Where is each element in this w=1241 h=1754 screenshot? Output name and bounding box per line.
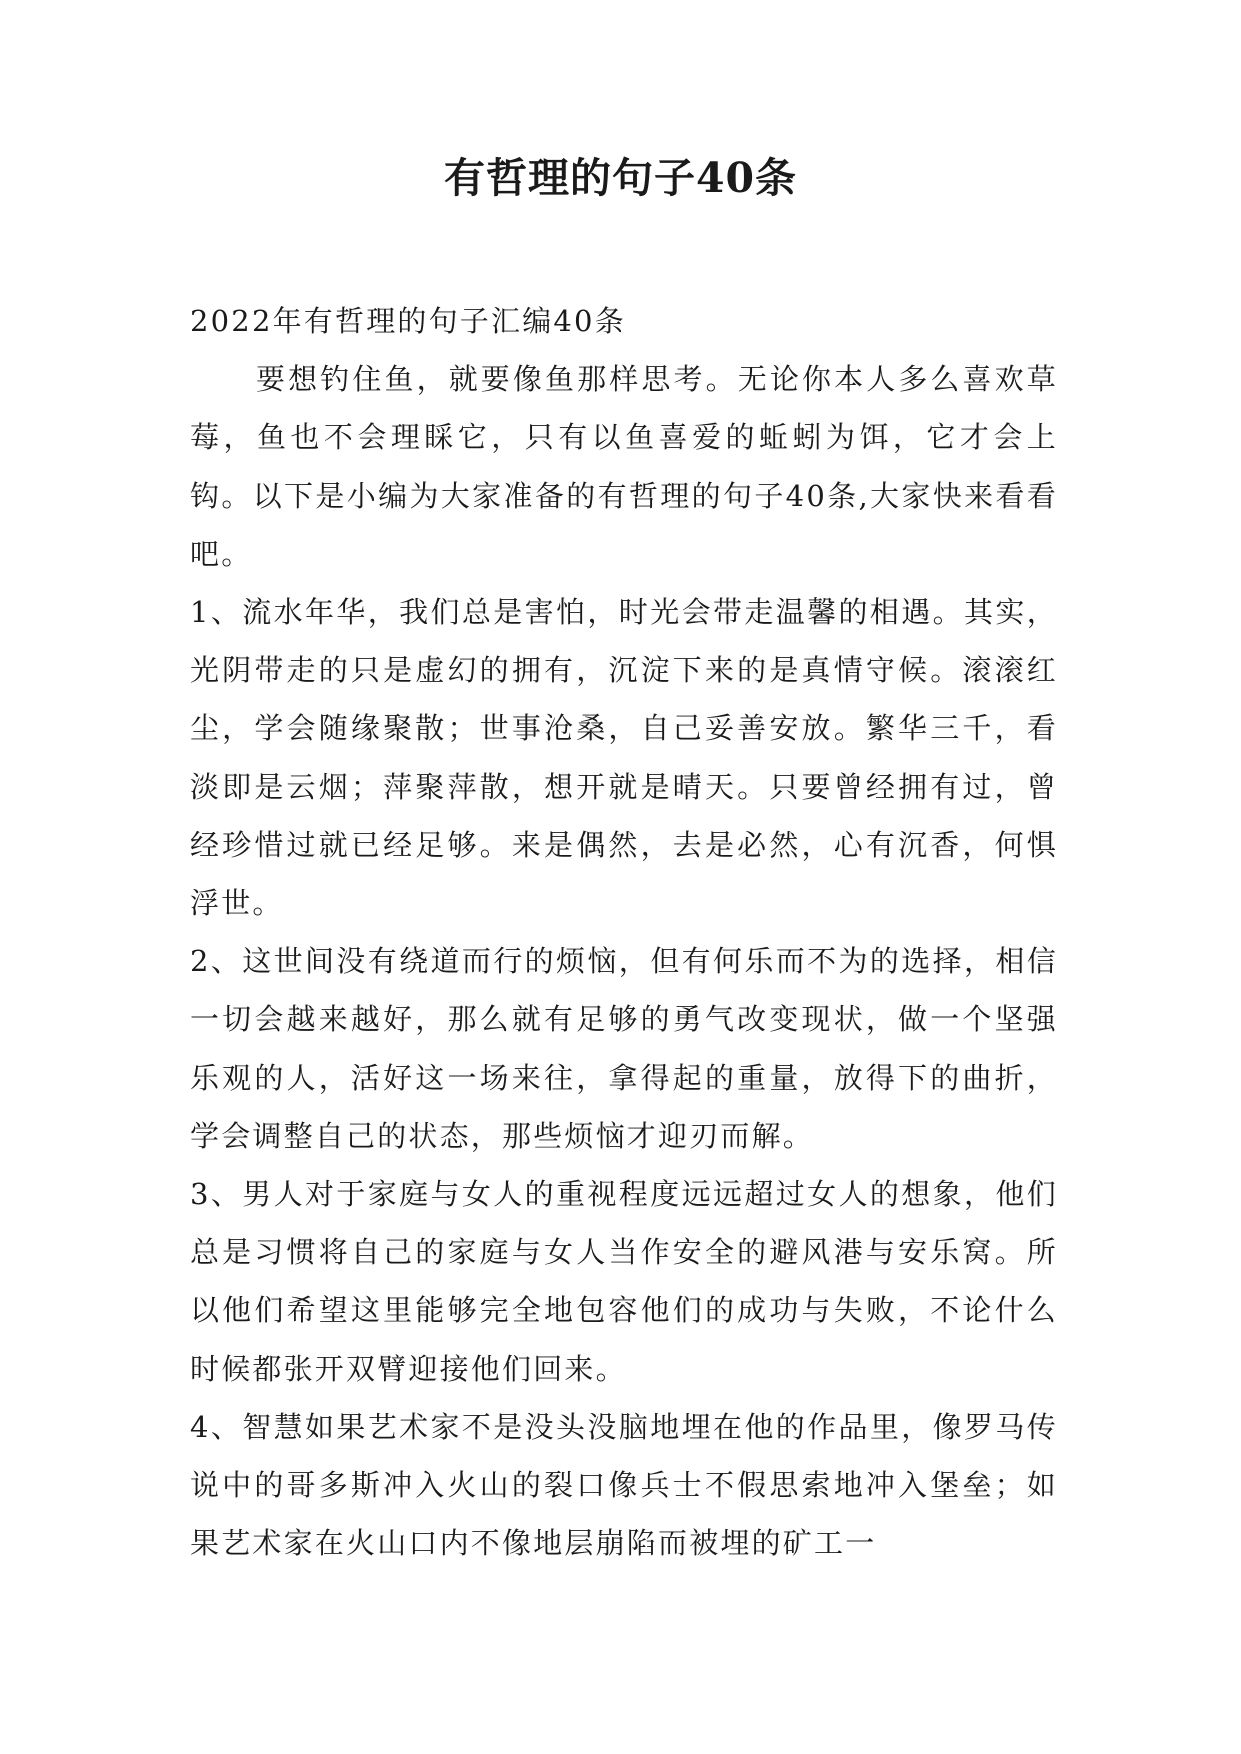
list-item: 1、流水年华，我们总是害怕，时光会带走温馨的相遇。其实，光阴带走的只是虚幻的拥有，沉淀下来的是真情守候。滚滚红尘，学会随缘聚散；世事沧桑，自己妥善安放。繁华三千，看淡即是云烟；萍聚萍散，想开就是晴天。只要曾经拥有过，曾经珍惜过就已经足够。来是偶然，去是必然，心有沉香，何惧浮世。 <box>190 595 1058 921</box>
list-item: 4、智慧如果艺术家不是没头没脑地埋在他的作品里，像罗马传说中的哥多斯冲入火山的裂口像兵士不假思索地冲入堡垒；如果艺术家在火山口内不像地层崩陷而被埋的矿工一 <box>190 1409 1058 1561</box>
intro-paragraph: 要想钓住鱼，就要像鱼那样思考。无论你本人多么喜欢草莓，鱼也不会理睬它，只有以鱼喜爱的蚯蚓为饵，它才会上钩。以下是小编为大家准备的有哲理的句子40条,大家快来看看吧。 <box>190 362 1058 571</box>
document-body <box>190 292 1058 1572</box>
list-item: 2、这世间没有绕道而行的烦恼，但有何乐而不为的选择，相信一切会越来越好，那么就有足够的勇气改变现状，做一个坚强乐观的人，活好这一场来往，拿得起的重量，放得下的曲折，学会调整自己的状态，那些烦恼才迎刃而解。 <box>190 944 1058 1153</box>
list-item: 3、男人对于家庭与女人的重视程度远远超过女人的想象，他们总是习惯将自己的家庭与女人当作安全的避风港与安乐窝。所以他们希望这里能够完全地包容他们的成功与失败，不论什么时候都张开双臂迎接他们回来。 <box>190 1177 1058 1386</box>
document-title: 有哲理的句子40条 <box>443 154 798 202</box>
document-subtitle: 2022年有哲理的句子汇编40条 <box>190 304 626 338</box>
